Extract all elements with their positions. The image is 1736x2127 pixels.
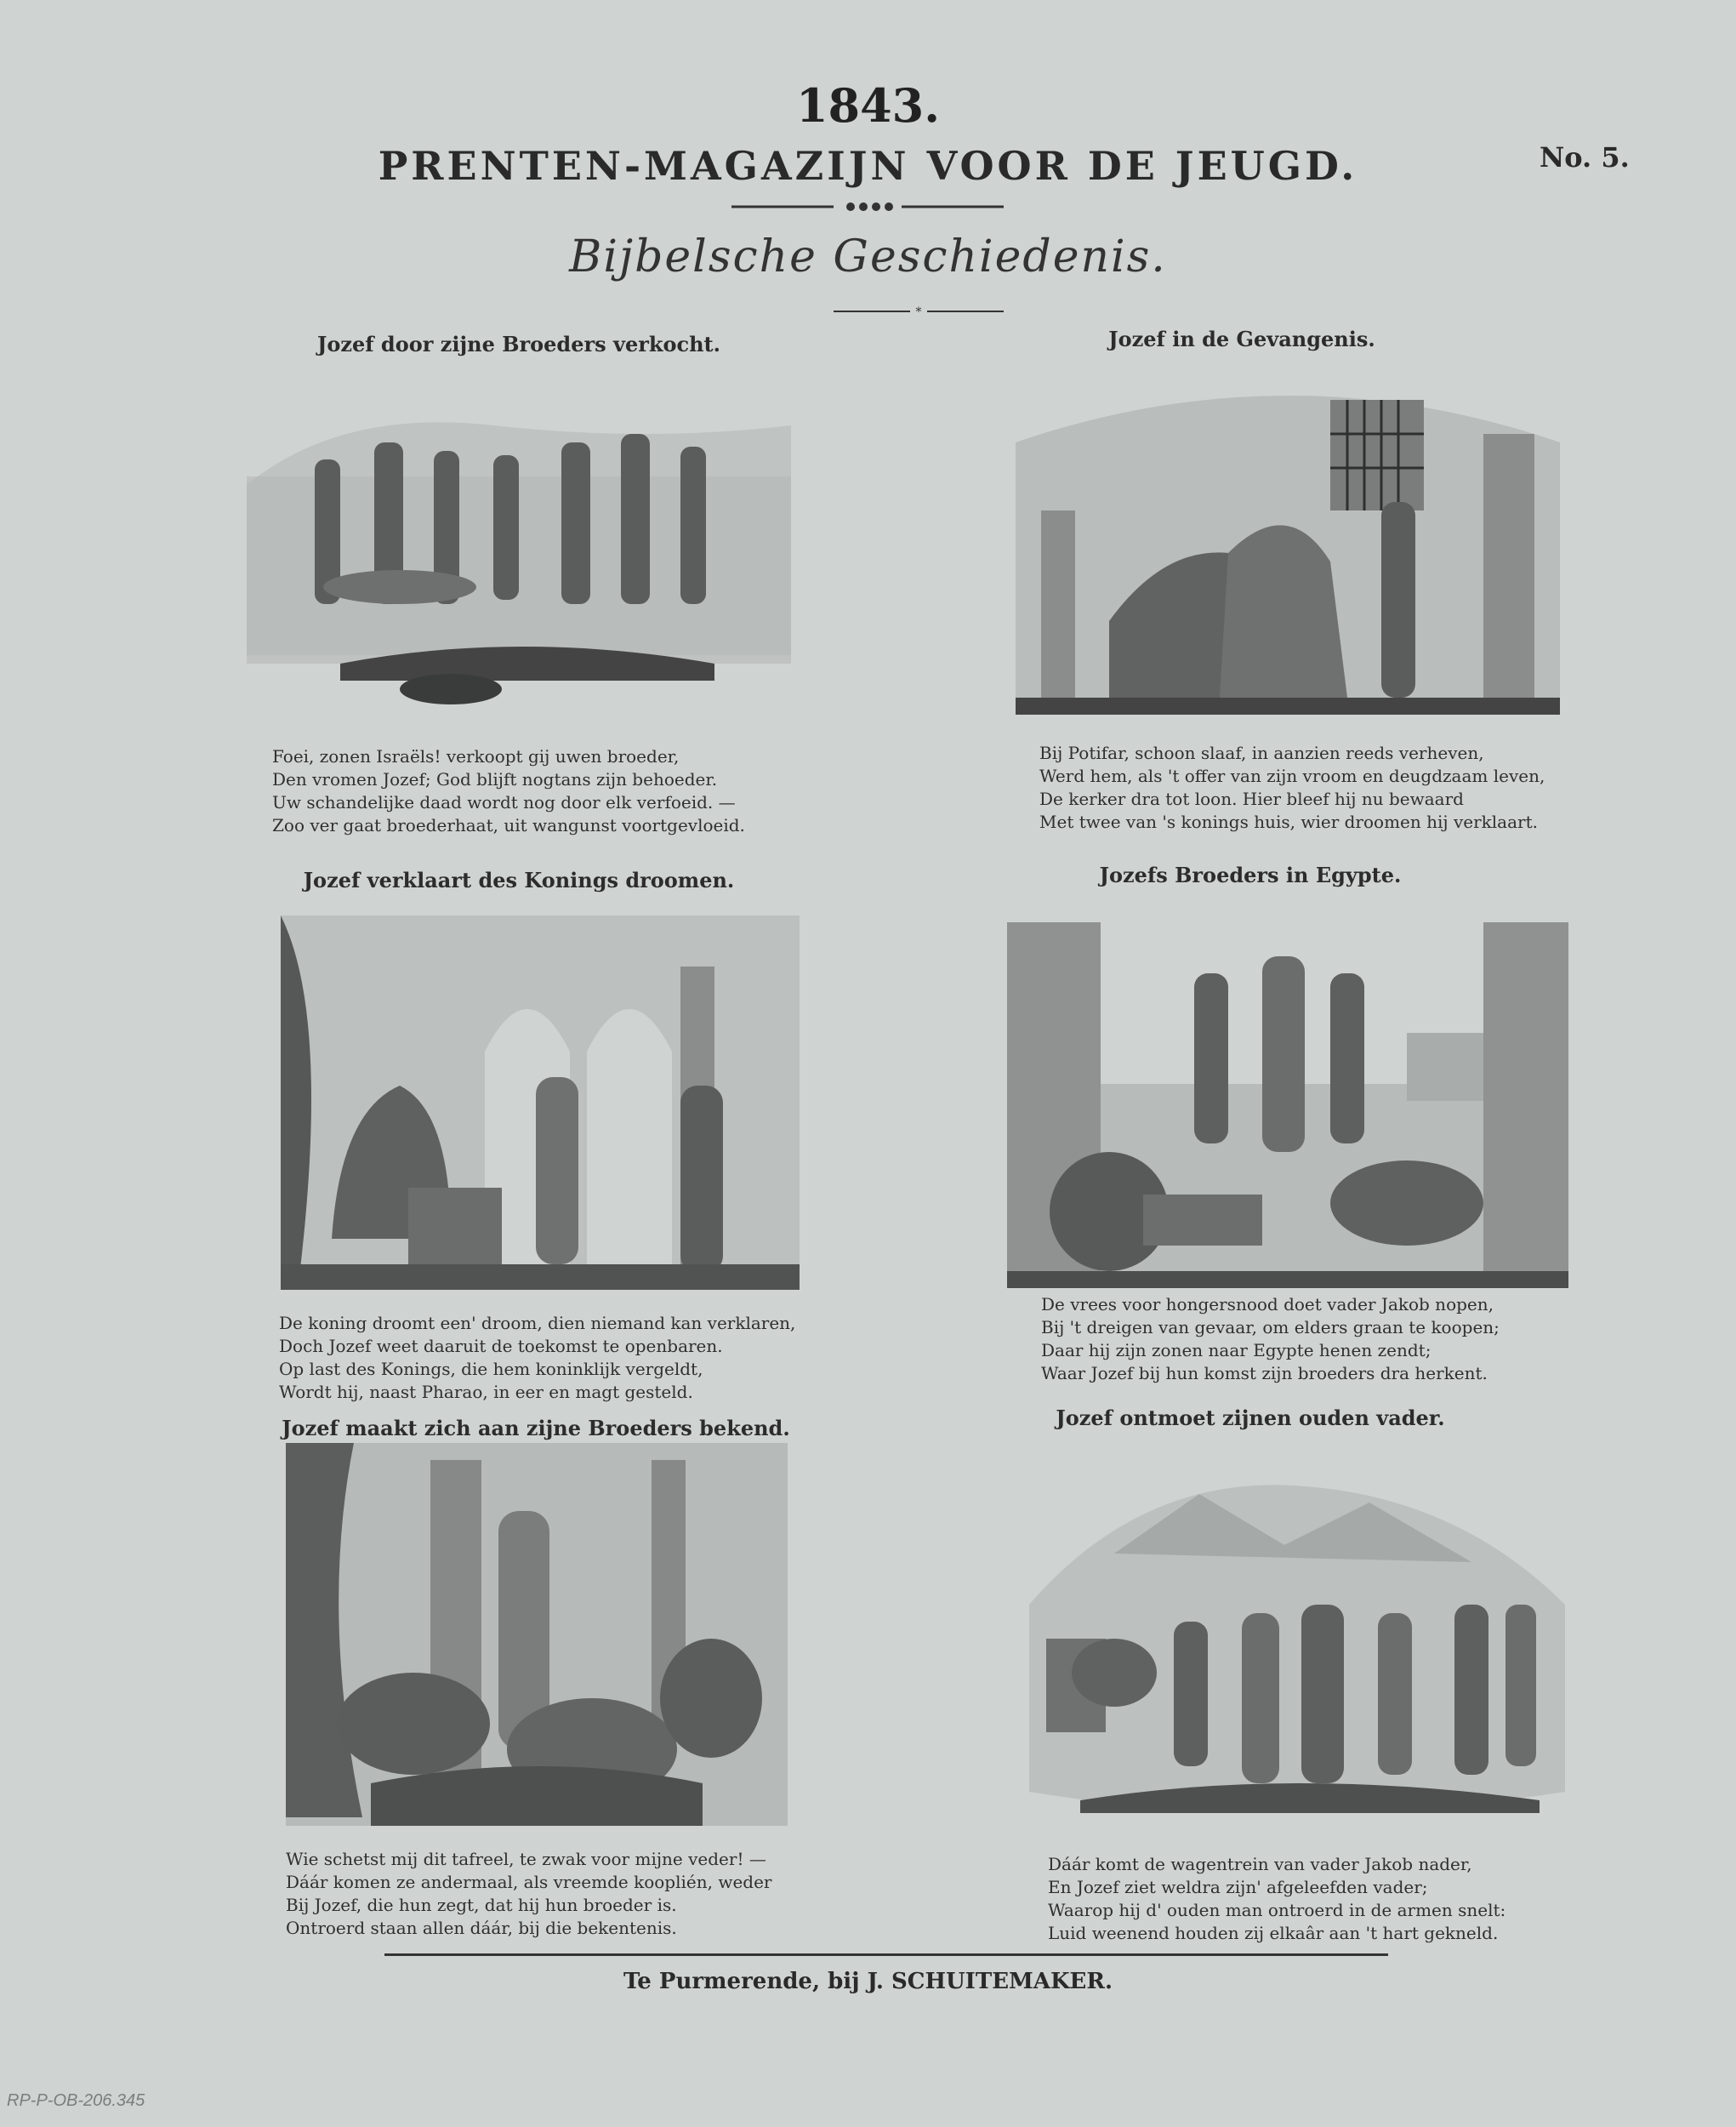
engraving-joseph-sold [238,374,800,715]
panel-title: Jozefs Broeders in Egypte. [1099,863,1402,887]
verse-line: Waar Jozef bij hun komst zijn broeders dra herkent. [1041,1363,1488,1383]
panel-title: Jozef door zijne Broeders verkocht. [316,332,720,356]
engraving-joseph-reveals [286,1443,788,1826]
verse-line: Uw schandelijke daad wordt nog door elk verfoeid. — [272,792,736,813]
panel-title: Jozef maakt zich aan zijne Broeders bekend. [282,1416,790,1440]
panel-title: Jozef ontmoet zijnen ouden vader. [1056,1406,1445,1430]
panel-title: Jozef verklaart des Konings droomen. [303,868,735,892]
verse-block [286,1848,771,1940]
verse-line: Wordt hij, naast Pharao, in eer en magt gesteld. [279,1382,693,1402]
issue-number: No. 5. [1540,141,1630,174]
verse-line: Bij 't dreigen van gevaar, om elders graan te koopen; [1041,1317,1500,1337]
imprint: Te Purmerende, bij J. SCHUITEMAKER. [623,1969,1113,1994]
verse-line: Werd hem, als 't offer van zijn vroom en deugdzaam leven, [1039,766,1545,786]
svg-text:*: * [915,306,922,316]
bottom-rule [384,1953,1388,1956]
verse-line: Doch Jozef weet daaruit de toekomst te openbaren. [279,1336,723,1356]
verse-line: Ontroerd staan allen dáár, bij die bekentenis. [286,1918,677,1938]
verse-line: Op last des Konings, die hem koninklijk vergeldt, [279,1359,703,1379]
verse-line: Waarop hij d' ouden man ontroerd in de armen snelt: [1048,1900,1506,1920]
verse-line: En Jozef ziet weldra zijn' afgeleefden vader; [1048,1877,1428,1897]
verse-line: Daar hij zijn zonen naar Egypte henen zendt; [1041,1340,1431,1360]
ornamental-rule [834,306,1004,316]
verse-line: Bij Potifar, schoon slaaf, in aanzien reeds verheven, [1039,743,1484,763]
panel-title: Jozef in de Gevangenis. [1108,327,1375,351]
verse-line: Luid weenend houden zij elkaâr aan 't hart gekneld. [1048,1923,1499,1943]
verse-line: Bij Jozef, die hun zegt, dat hij hun broeder is. [286,1895,677,1915]
engraving-brothers-egypt [1007,905,1568,1288]
inventory-number: RP-P-OB-206.345 [7,2091,145,2110]
verse-line: De vrees voor hongersnood doet vader Jakob nopen, [1041,1294,1494,1314]
verse-block [1039,742,1545,834]
verse-line: De kerker dra tot loon. Hier bleef hij nu bewaard [1039,789,1464,809]
verse-block [1041,1293,1500,1385]
verse-line: Met twee van 's konings huis, wier droomen hij verklaart. [1039,812,1538,832]
verse-block [272,745,745,837]
engraving-joseph-prison [1007,366,1568,723]
verse-block [279,1312,795,1404]
verse-line: Foei, zonen Israëls! verkoopt gij uwen broeder, [272,746,680,767]
verse-line: Dáár komt de wagentrein van vader Jakob nader, [1048,1854,1472,1874]
verse-line: Wie schetst mij dit tafreel, te zwak voor mijne veder! — [286,1849,766,1869]
verse-block [1048,1853,1505,1945]
verse-line: Den vromen Jozef; God blijft nogtans zijn behoeder. [272,769,718,790]
verse-line: De koning droomt een' droom, dien niemand kan verklaren, [279,1313,796,1333]
page-title: PRENTEN-MAGAZIJN VOOR DE JEUGD. [378,143,1358,189]
verse-line: Zoo ver gaat broederhaat, uit wangunst voortgevloeid. [272,815,745,835]
ornamental-rule [731,201,1004,213]
subtitle: Bijbelsche Geschiedenis. [569,231,1167,282]
engraving-pharaoh-dreams [281,915,800,1290]
year-heading: 1843. [795,78,941,133]
verse-line: Dáár komen ze andermaal, als vreemde kooplién, weder [286,1872,772,1892]
engraving-joseph-meets-father [1012,1451,1582,1826]
